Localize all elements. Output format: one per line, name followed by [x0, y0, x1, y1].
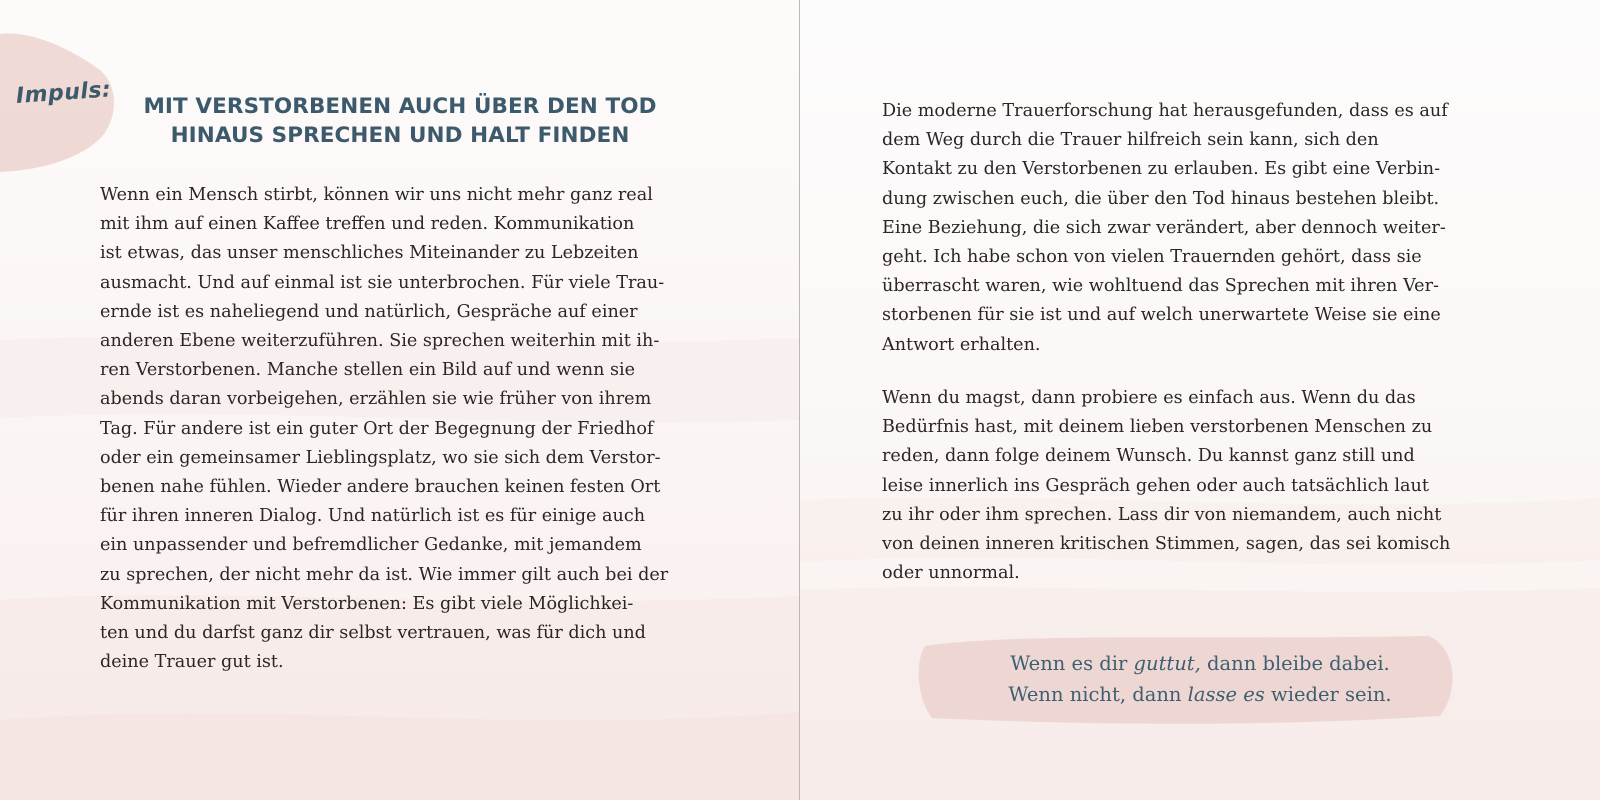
heading-line-1: MIT VERSTORBENEN AUCH ÜBER DEN TOD	[143, 94, 657, 119]
text-line: Wenn ein Mensch stirbt, können wir uns nicht mehr ganz real	[100, 185, 653, 205]
text-line: oder ein gemeinsamer Lieblingsplatz, wo sie sich dem Verstor-	[100, 447, 661, 468]
right-body-paragraph-2	[882, 384, 1476, 588]
text-line: storbenen für sie ist und auf welch unerwartete Weise sie eine	[882, 305, 1441, 326]
text-line: für ihren inneren Dialog. Und natürlich ist es für einige auch	[100, 506, 646, 527]
text-line: oder unnormal.	[882, 563, 1020, 584]
left-body-paragraph	[100, 181, 700, 677]
text-line: Die moderne Trauerforschung hat herausgefunden, dass es auf	[882, 101, 1448, 121]
quote-text: Wenn nicht, dann	[1008, 683, 1188, 706]
quote-emphasis: guttut,	[1133, 652, 1201, 675]
heading-line-2: HINAUS SPRECHEN UND HALT FINDEN	[170, 123, 630, 148]
text-line: ren Verstorbenen. Manche stellen ein Bild auf und wenn sie	[100, 360, 636, 381]
text-line: Eine Beziehung, die sich zwar verändert, aber dennoch weiter-	[882, 217, 1446, 238]
text-line: reden, dann folge deinem Wunsch. Du kannst ganz still und	[882, 446, 1415, 467]
text-line: geht. Ich habe schon von vielen Trauernden gehört, dass sie	[882, 247, 1422, 268]
text-line: Tag. Für andere ist ein guter Ort der Begegnung der Friedhof	[100, 418, 654, 439]
quote-emphasis: lasse es	[1187, 683, 1265, 706]
text-line: zu sprechen, der nicht mehr da ist. Wie immer gilt auch bei der	[100, 564, 669, 585]
right-body-paragraph-1	[882, 97, 1476, 360]
text-line: dem Weg durch die Trauer hilfreich sein kann, sich den	[882, 130, 1379, 151]
text-line: zu ihr oder ihm sprechen. Lass dir von niemandem, auch nicht	[882, 504, 1442, 525]
text-line: deine Trauer gut ist.	[100, 652, 284, 673]
text-line: Kommunikation mit Verstorbenen: Es gibt viele Möglichkei-	[100, 593, 634, 614]
quote-line-1	[940, 648, 1460, 679]
text-line: überrascht waren, wie wohltuend das Sprechen mit ihren Ver-	[882, 276, 1439, 297]
text-line: Antwort erhalten.	[882, 334, 1041, 355]
quote-text: dann bleibe dabei.	[1200, 652, 1390, 675]
text-line: Wenn du magst, dann probiere es einfach aus. Wenn du das	[882, 388, 1416, 408]
text-line: benen nahe fühlen. Wieder andere brauchen keinen festen Ort	[100, 477, 661, 498]
text-line: abends daran vorbeigehen, erzählen sie wie früher von ihrem	[100, 389, 652, 410]
text-line: Bedürfnis hast, mit deinem lieben verstorbenen Menschen zu	[882, 417, 1433, 438]
text-line: mit ihm auf einen Kaffee treffen und reden. Kommunikation	[100, 214, 635, 235]
text-line: anderen Ebene weiterzuführen. Sie sprechen weiterhin mit ih-	[100, 331, 660, 352]
text-line: leise innerlich ins Gespräch gehen oder auch tatsächlich laut	[882, 475, 1429, 496]
text-line: ten und du darfst ganz dir selbst vertrauen, was für dich und	[100, 623, 646, 644]
page-heading	[110, 92, 690, 150]
text-line: von deinen inneren kritischen Stimmen, sagen, das sei komisch	[882, 534, 1451, 555]
quote-text: wieder sein.	[1264, 683, 1392, 706]
highlight-quote	[940, 648, 1460, 710]
text-line: Kontakt zu den Verstorbenen zu erlauben. Es gibt eine Verbin-	[882, 159, 1441, 180]
quote-line-2	[940, 679, 1460, 710]
text-line: ist etwas, das unser menschliches Miteinander zu Lebzeiten	[100, 243, 639, 264]
text-line: ernde ist es naheliegend und natürlich, Gespräche auf einer	[100, 301, 638, 322]
text-line: ausmacht. Und auf einmal ist sie unterbrochen. Für viele Trau-	[100, 272, 665, 293]
text-line: ein unpassender und befremdlicher Gedanke, mit jemandem	[100, 535, 642, 556]
quote-text: Wenn es dir	[1010, 652, 1134, 675]
text-line: dung zwischen euch, die über den Tod hinaus bestehen bleibt.	[882, 188, 1440, 209]
impuls-label: Impuls:	[15, 77, 113, 109]
